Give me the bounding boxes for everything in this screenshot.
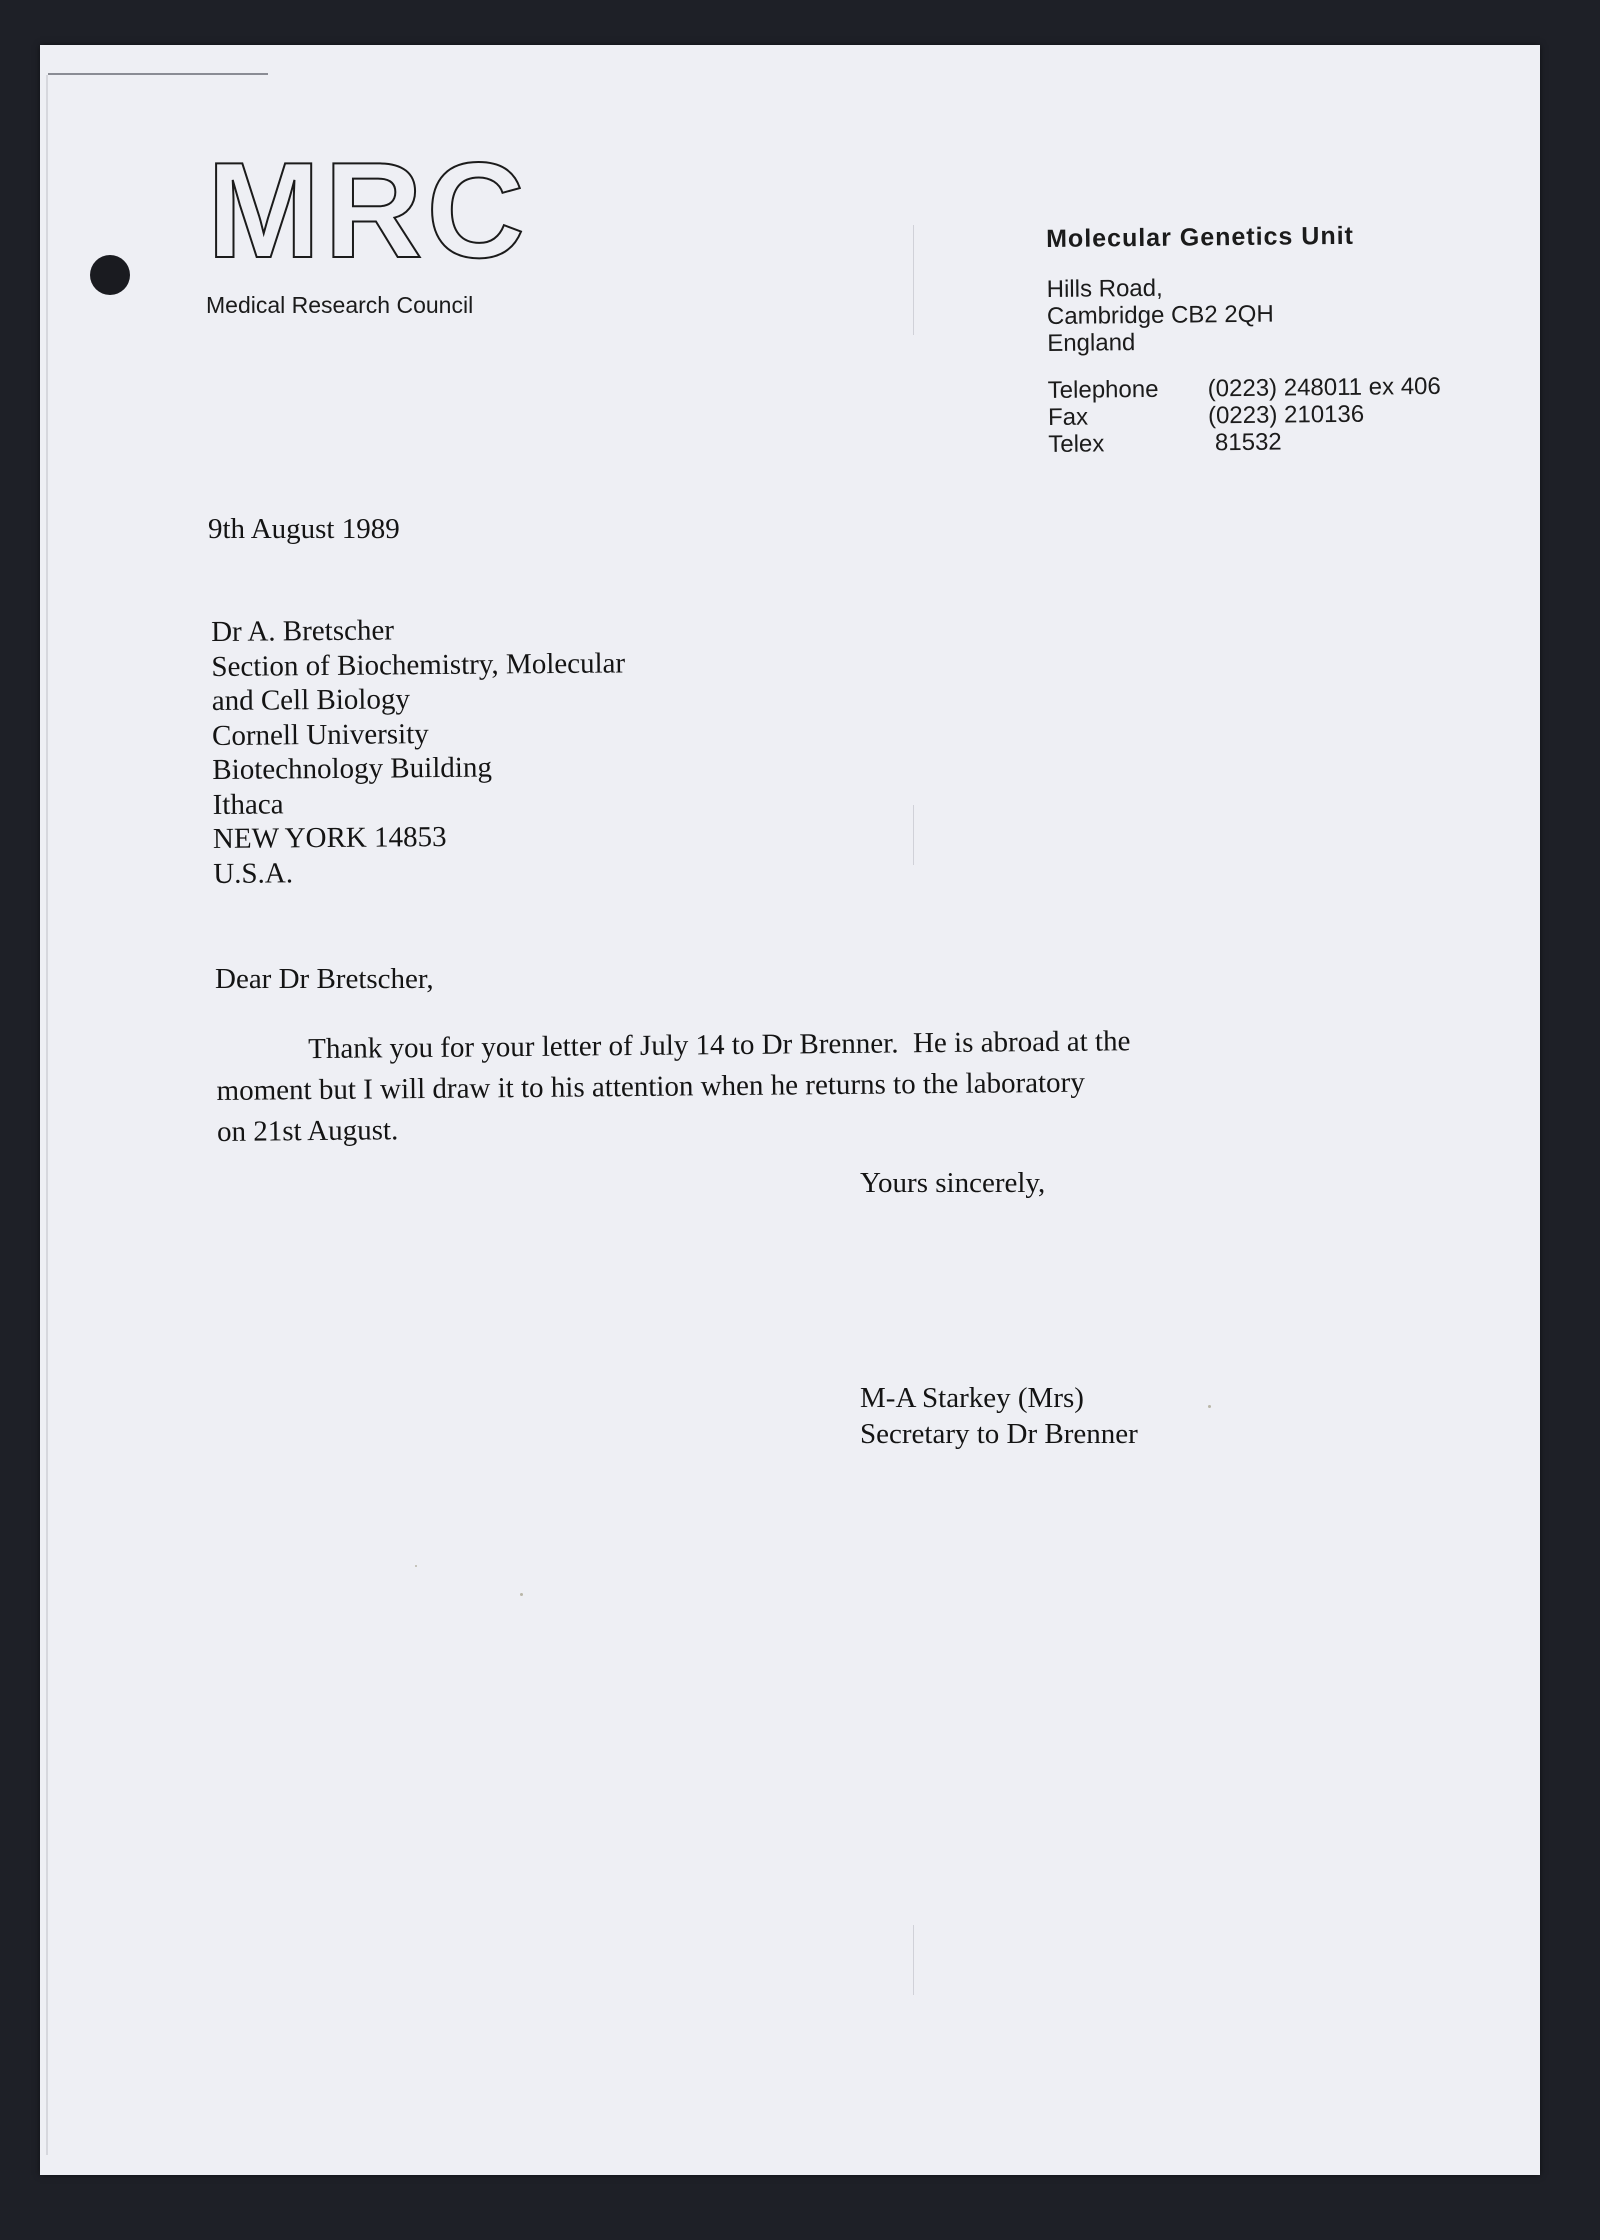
contact-row-telex — [1048, 427, 1441, 458]
address-line: England — [1047, 329, 1136, 357]
contact-label: Fax — [1047, 403, 1089, 431]
punch-hole — [90, 255, 130, 295]
recipient-line: Biotechnology Building — [212, 751, 493, 786]
recipient-line: Cornell University — [211, 717, 429, 752]
body-line: on 21st August. — [216, 1114, 399, 1148]
address-line: Cambridge CB2 2QH — [1046, 300, 1274, 330]
contact-label: Telephone — [1047, 375, 1159, 404]
contact-row-fax — [1048, 400, 1441, 431]
fold-mark-middle — [913, 805, 914, 865]
address-line: Hills Road, — [1046, 274, 1163, 303]
closing: Yours sincerely, — [860, 1167, 1046, 1199]
paper-speck — [520, 1593, 523, 1596]
recipient-line: Ithaca — [212, 787, 284, 821]
letter-body — [216, 1020, 1267, 1153]
mrc-logo-lettering: MRC — [207, 145, 529, 275]
page-top-edge-line — [48, 73, 268, 75]
contact-value: (0223) 248011 ex 406 — [1207, 372, 1441, 403]
signer-title: Secretary to Dr Brenner — [860, 1418, 1138, 1450]
contact-value: 81532 — [1208, 428, 1282, 457]
fold-mark-top — [913, 225, 914, 335]
contact-details — [1048, 373, 1442, 458]
recipient-line: Dr A. Bretscher — [211, 614, 395, 648]
letter-date: 9th August 1989 — [208, 513, 400, 545]
fold-mark-bottom — [913, 1925, 914, 1995]
body-line: moment but I will draw it to his attention when he returns to the laboratory — [216, 1066, 1085, 1107]
recipient-line: NEW YORK 14853 — [212, 820, 447, 855]
unit-address — [1047, 272, 1441, 357]
letter-page — [40, 45, 1540, 2175]
salutation: Dear Dr Bretscher, — [215, 963, 434, 995]
page-left-edge — [46, 75, 48, 2155]
paper-speck — [415, 1565, 417, 1567]
signature-block — [860, 1380, 1138, 1452]
contact-row-telephone — [1048, 373, 1441, 404]
paper-speck — [1208, 1405, 1211, 1408]
unit-address-block — [1046, 221, 1441, 458]
unit-name: Molecular Genetics Unit — [1046, 221, 1355, 253]
recipient-address — [211, 611, 627, 891]
recipient-line: Section of Biochemistry, Molecular — [211, 646, 626, 683]
recipient-line: U.S.A. — [213, 856, 294, 890]
contact-value: (0223) 210136 — [1207, 400, 1365, 430]
recipient-line: and Cell Biology — [211, 683, 411, 717]
signer-name: M-A Starkey (Mrs) — [860, 1382, 1084, 1414]
contact-label: Telex — [1048, 430, 1105, 458]
body-line: Thank you for your letter of July 14 to Dr Brenner. He is abroad at the — [308, 1025, 1131, 1066]
organization-name: Medical Research Council — [206, 292, 474, 318]
